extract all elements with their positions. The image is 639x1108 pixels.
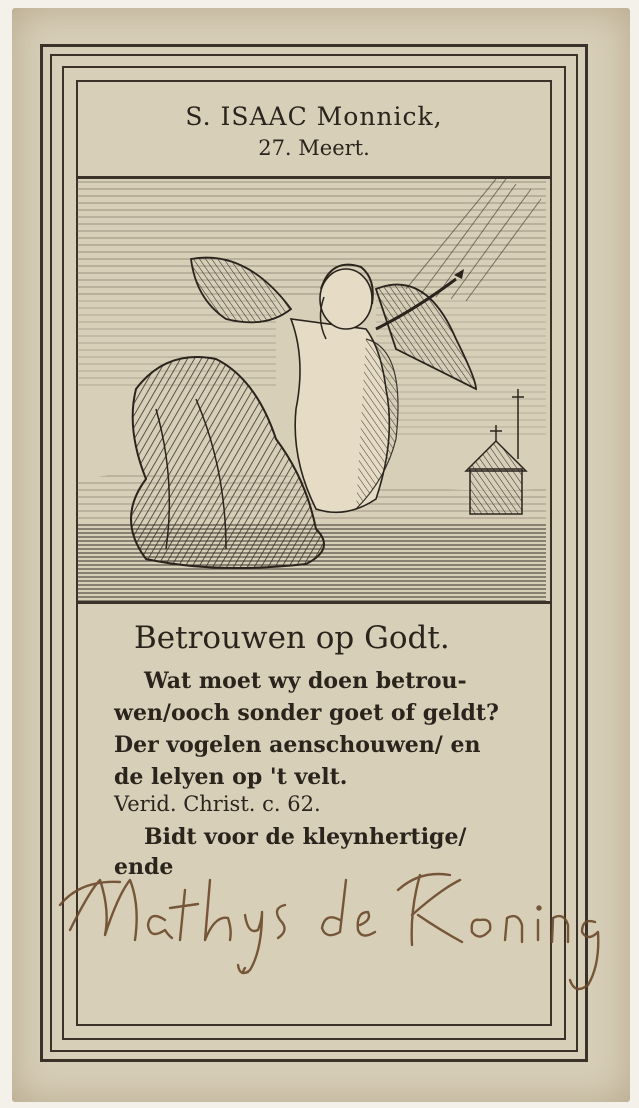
verse-line-3: Der vogelen aenschouwen/ en bbox=[114, 732, 481, 758]
verse-line-1: Wat moet wy doen betrou- bbox=[144, 668, 467, 694]
verse-line-4: de lelyen op 't velt. bbox=[114, 764, 348, 790]
feast-date: 27. Meert. bbox=[258, 136, 370, 160]
verse-line-2: wen/ooch sonder goet of geldt? bbox=[114, 700, 499, 726]
prayer-line-2: ende bbox=[114, 854, 174, 880]
prayer-line-1: Bidt voor de kleynhertige/ bbox=[144, 824, 467, 850]
scripture-reference: Verid. Christ. c. 62. bbox=[114, 792, 321, 816]
saint-title: S. ISAAC Monnick, bbox=[185, 102, 443, 131]
verse-title: Betrouwen op Godt. bbox=[134, 620, 450, 656]
